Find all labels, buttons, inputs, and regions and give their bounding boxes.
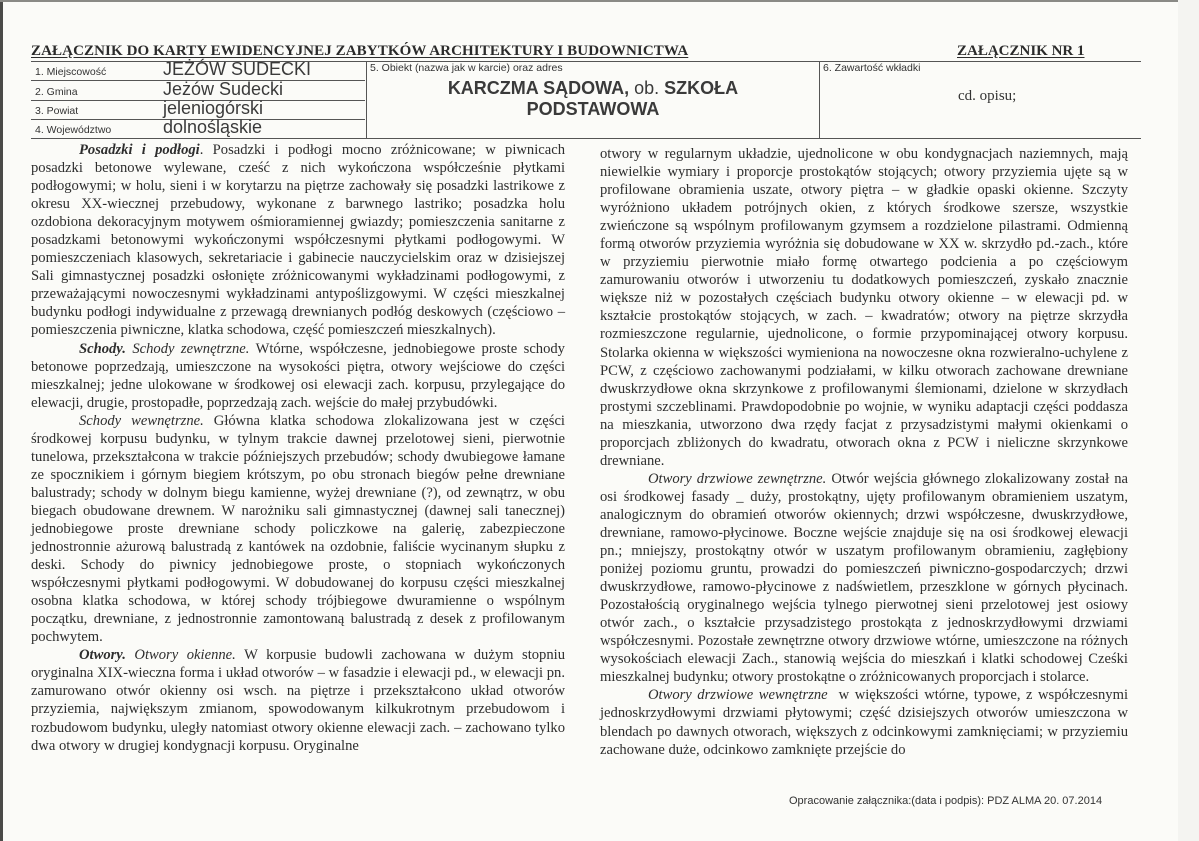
prepared-by-note: Opracowanie załącznika:(data i podpis): PDZ ALMA 20. 07.2014 xyxy=(789,795,1103,807)
paragraph-exterior-doors: Otwory drzwiowe zewnętrzne. Otwór wejścia głównego zlokalizowany został na osi środkowej fasady _ duży, prostokątny, ujęty profilowanym obramieniem uszatym, analogicznym do obramień otworów okiennych; drzwi współczesne, dwuskrzydłowe, drewniane, ramowo-płycinowe. Boczne wejście znajduje się na osi środkowej elewacji pn.; mniejszy, prostokątny otwór w uszatym profilowanym obramieniu, zagłębiony poniżej poziomu gruntu, prowadzi do pomieszczeń piwniczno-gospodarczych; drzwi dwuskrzydłowe, ramowo-płycinowe z nadświetlem, przeszklone w górnych płycinach. Pozostałością oryginalnego wejścia tylnego pierwotnej sieni przelotowej jest osiowy otwór zach., o kształcie przysadzistego prostokąta z jednoskrzydłowymi drzwiami współczesnymi. Pozostałe zewnętrzne otwory drzwiowe wtórne, umieszczone na różnych wysokościach elewacji Zach., stanowią wejścia do mieszkań i klatki schodowej Cześki mieszkalnej budynku; otwory prostokątne o zróżnicowanych proporcjach i stolarce. xyxy=(600,470,1128,686)
field-commune xyxy=(31,80,365,100)
section-heading: Otwory. xyxy=(79,647,126,664)
paragraph-windows-continued: otwory w regularnym układzie, ujednolicone w obu kondygnacjach naziemnych, mają niewielkie wymiary i proporcje prostokątów stojących; otwory przyziemia ujęte są w profilowane obramienia uszate, otwory piętra – w gładkie opaski okienne. Szczyty wyróżniono układem potrójnych okien, z których środkowe szersze, wszystkie zwieńczone są wspólnym profilowanym gzymsem a rozdzielone pilastrami. Odmienną formą otworów przyziemia wyróżnia się dobudowane w XX w. skrzydło pd.-zach., które w przyziemiu pierwotnie miało formę otwartego podcienia a po częściowym zamurowaniu otworów i utworzeniu tu dodatkowych pomieszczeń, zyskało znacznie większe niż w pozostałych częściach budynku otwory okienne – w elewacji pd. w kształcie prostokątów stojących, w zach. – kwadratów; otwory na piętrze skrzydła rozmieszczone regularnie, ujednolicone, o formie przypominającej otwory korpusu. Stolarka okienna w większości wymieniona na nowoczesne okna rozwieralno-uchylene z PCW, z częściowo zachowanymi podziałami, w kilku otworach zachowane drewniane dwuskrzydłowe okna skrzynkowe z profilowanymi ślemionami, dzielone w skrzydłach prostymi szczeblinami. Prawdopodobnie po wojnie, w wyniku adaptacji części poddasza na mieszkania, utworzono dwa rzędy facjat z przysadzistymi małymi okienkami o proporcjach zbliżonych do kwadratu, otworach okna z PCW i nieliczne skrzynkowe drewniane. xyxy=(600,146,1128,469)
paragraph-interior-doors: Otwory drzwiowe wewnętrzne w większości wtórne, typowe, z współczesnymi jednoskrzydłowymi drzwiami płytowymi; część dzisiejszych otworów umieszczona w blendach po dawnych otworach, większych z odcinkowymi zamknięciami; w przyziemiu zachowane duże, odcinkowo zamknięte przejście do xyxy=(600,687,1132,758)
left-text-column xyxy=(31,141,565,755)
form-bottom-rule xyxy=(31,138,1141,139)
field-county xyxy=(31,99,365,119)
field-label: 3. Powiat xyxy=(35,105,79,117)
section-heading: Schody. xyxy=(79,340,126,357)
paragraph-stairs-interior: Schody wewnętrzne. Główna klatka schodowa zlokalizowana jest w części środkowej korpusu budynku, w tylnym trakcie dawnej przelotowej sieni, pierwotnie tunelowa, przekształcona w trakcie późniejszych przebudów; schody dwubiegowe łamane ze spocznikiem i górnym biegiem krótszym, po obu stronach biegów pełne drewniane balustrady; schody w dolnym biegu kamienne, wyżej drewniane (?), od zewnątrz, w obu biegach obudowane drewnem. W narożniku sali gimnastycznej (dawnej sali tanecznej) jednobiegowe proste drewniane schody policzkowe na galerię, zabezpieczone jednostronnie ażurową balustradą z kantówek na ozdobnie, faliście wycinanym słupku z deski. Schody do piwnicy jednobiegowe proste, o stopniach wykończonych współczesnymi płytkami podłogowymi. W dobudowanej do korpusu części mieszkalnej osobna klatka schodowa, w której schody trójbiegowe dwuramienne o wspólnym początku, drewniane, z jednostronnie zamontowaną balustradą z desek z profilowanym pochwytem. xyxy=(31,412,565,646)
subsection-heading: Schody wewnętrzne. xyxy=(79,412,204,429)
field-label: 4. Województwo xyxy=(35,124,112,136)
subsection-heading: Otwory okienne. xyxy=(125,647,236,664)
object-name-primary: KARCZMA SĄDOWA, xyxy=(447,78,630,98)
subsection-heading: Schody zewnętrzne. xyxy=(125,340,250,357)
scan-left-edge xyxy=(0,0,3,841)
field-label: 1. Miejscowość xyxy=(35,66,107,78)
document-title: ZAŁĄCZNIK DO KARTY EWIDENCYJNEJ ZABYTKÓW ARCHITEKTURY I BUDOWNICTWA xyxy=(31,43,689,59)
field-voivodeship xyxy=(31,118,365,138)
annex-number: ZAŁĄCZNIK NR 1 xyxy=(957,43,1085,59)
paragraph-openings-windows: Otwory. Otwory okienne. W korpusie budowli zachowana w dużym stopniu oryginalna XIX-wieczna forma i układ otworów – w fasadzie i elewacji pd., w elewacji pn. zamurowano otwór okienny osi wsch. na piętrze i przekształcono układ otworów przyziemia, największym zmianom, spowodowanym kilkukrotnym przebudowom i rozbudowom budynku, uległy natomiast otwory okienne elewacji zach. – zachowano tylko dwa otwory w drugiej kondygnacji korpusu. Oryginalne xyxy=(31,647,565,754)
field-value: Jeżów Sudecki xyxy=(163,79,284,99)
object-name xyxy=(367,78,819,120)
paragraph-stairs-exterior: Schody. Schody zewnętrzne. Wtórne, współczesne, jednobiegowe proste schody betonowe poprzedzają, umieszczone na wysokości piętra, otwory wejściowe do części mieszkalnej; jedne ulokowane w środkowej osi elewacji zach. korpusu, przylegające do elewacji, drugie, prostopadłe, poprzedzają zach. wejście do małej przybudówki. xyxy=(31,340,565,411)
object-name-line-2: PODSTAWOWA xyxy=(526,99,660,119)
field-value: dolnośląskie xyxy=(163,117,263,137)
paragraph-floors: Posadzki i podłogi. Posadzki i podłogi mocno zróżnicowane; w piwnicach posadzki betonowe wylewane, cześć z nich wykończona współcześnie płytkami podłogowymi; w holu, sieni i w korytarzu na piętrze zachowały się posadzki lastrikowe z okresu XX-wiecznej przebudowy, wykonane z barwnego lastriko; posadzka holu ozdobiona dekoracyjnym motywem ośmioramiennej gwiazdy; pomieszczenia sanitarne z posadzkami betonowymi wykończonymi współczesnymi płytkami podłogowymi. W pomieszczeniach klasowych, sekretariacie i gabinecie nauczycielskim oraz w dzisiejszej Sali gimnastycznej posadzki osłonięte zróżnicowanymi wykładzinami podłogowymi, z przeważającymi nowoczesnymi wykładzinami antypoślizgowymi. W części mieszkalnej budynku podłogi indywidualne z przewagą drewnianych podłóg deskowych (częściowo – pomieszczenia piwniczne, klatka schodowa, część pomieszczeń mieszkalnych). xyxy=(31,142,565,339)
object-name-abbrev: ob. xyxy=(629,78,665,98)
contents-box-value: cd. opisu; xyxy=(958,88,1017,104)
contents-box-label: 6. Zawartość wkładki xyxy=(823,62,921,74)
field-locality xyxy=(31,60,365,80)
object-box-label: 5. Obiekt (nazwa jak w karcie) oraz adres xyxy=(370,62,563,74)
field-value: jeleniogórski xyxy=(163,98,264,118)
field-label: 2. Gmina xyxy=(35,86,78,98)
field-value: JEŻÓW SUDECKI xyxy=(163,59,312,79)
scan-top-edge xyxy=(0,0,1199,2)
scan-right-margin xyxy=(1178,0,1199,841)
subsection-heading: Otwory drzwiowe wewnętrzne xyxy=(648,687,828,704)
object-name-secondary: SZKOŁA xyxy=(664,78,739,98)
right-text-column xyxy=(600,145,1132,759)
subsection-heading: Otwory drzwiowe zewnętrzne. xyxy=(648,470,827,487)
object-name-line-1 xyxy=(367,78,819,99)
section-heading: Posadzki i podłogi xyxy=(79,142,200,158)
contents-box-divider xyxy=(819,61,820,139)
